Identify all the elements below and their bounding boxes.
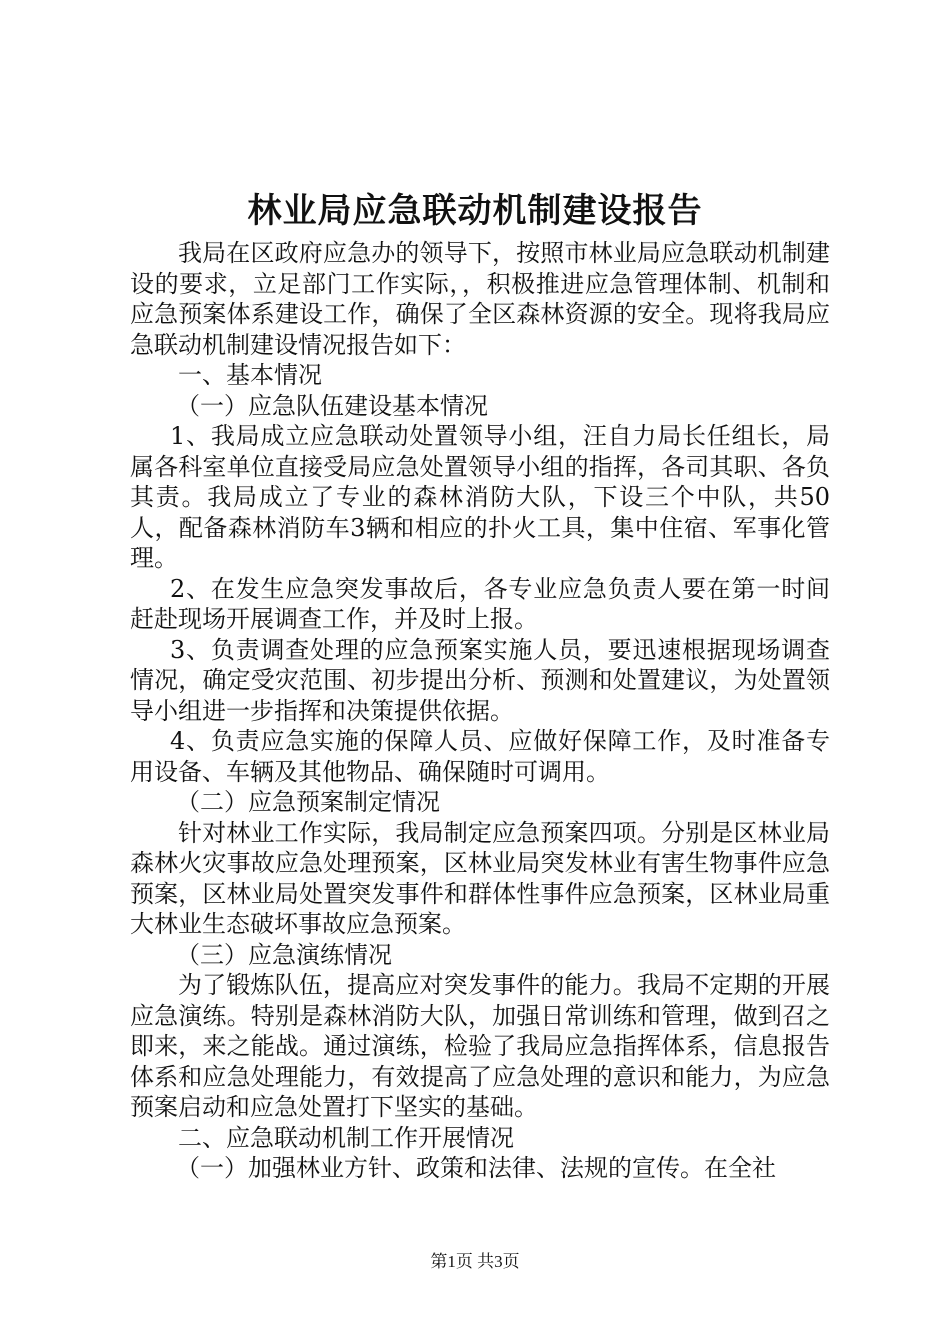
document-title: 林业局应急联动机制建设报告 (247, 191, 703, 231)
list-item-3: 3、负责调查处理的应急预案实施人员，要迅速根据现场调查情况，确定受灾范围、初步提出分析、预测和处置建议，为处置领导小组进一步指挥和决策提供依据。 (130, 635, 830, 725)
intro-paragraph: 我局在区政府应急办的领导下，按照市林业局应急联动机制建设的要求，立足部门工作实际，，积极推进应急管理体制、机制和应急预案体系建设工作，确保了全区森林资源的安全。现将我局应急联动机制建设情况报告如下： (130, 239, 830, 359)
list-item-4: 4、负责应急实施的保障人员、应做好保障工作，及时准备专用设备、车辆及其他物品、确保随时可调用。 (130, 727, 830, 786)
subsection-heading-drills: （三）应急演练情况 (176, 940, 392, 969)
document-body (130, 238, 830, 1184)
list-item-1: 1、我局成立应急联动处置领导小组，汪自力局长任组长，局属各科室单位直接受局应急处置领导小组的指挥，各司其职、各负其责。我局成立了专业的森林消防大队，下设三个中队，共50人，配备森林消防车3辆和相应的扑火工具，集中住宿、军事化管理。 (130, 422, 830, 572)
section-heading-basic: 一、基本情况 (178, 361, 322, 389)
page-footer: 第1页 共3页 (430, 1252, 520, 1271)
drills-paragraph: 为了锻炼队伍，提高应对突发事件的能力。我局不定期的开展应急演练。特别是森林消防大队，加强日常训练和管理，做到召之即来，来之能战。通过演练，检验了我局应急指挥体系，信息报告体系和应急处理能力，有效提高了应急处理的意识和能力，为应急预案启动和应急处置打下坚实的基础。 (130, 971, 830, 1121)
list-item-2: 2、在发生应急突发事故后，各专业应急负责人要在第一时间赶赴现场开展调查工作，并及时上报。 (130, 574, 830, 633)
section-heading-mechanism: 二、应急联动机制工作开展情况 (178, 1123, 514, 1152)
mechanism-paragraph-1: （一）加强林业方针、政策和法律、法规的宣传。在全社 (176, 1154, 776, 1182)
subsection-heading-plans: （二）应急预案制定情况 (176, 788, 440, 816)
subsection-heading-team: （一）应急队伍建设基本情况 (176, 391, 488, 420)
plans-paragraph: 针对林业工作实际，我局制定应急预案四项。分别是区林业局森林火灾事故应急处理预案，区林业局突发林业有害生物事件应急预案，区林业局处置突发事件和群体性事件应急预案，区林业局重大林业生态破坏事故应急预案。 (130, 818, 830, 938)
